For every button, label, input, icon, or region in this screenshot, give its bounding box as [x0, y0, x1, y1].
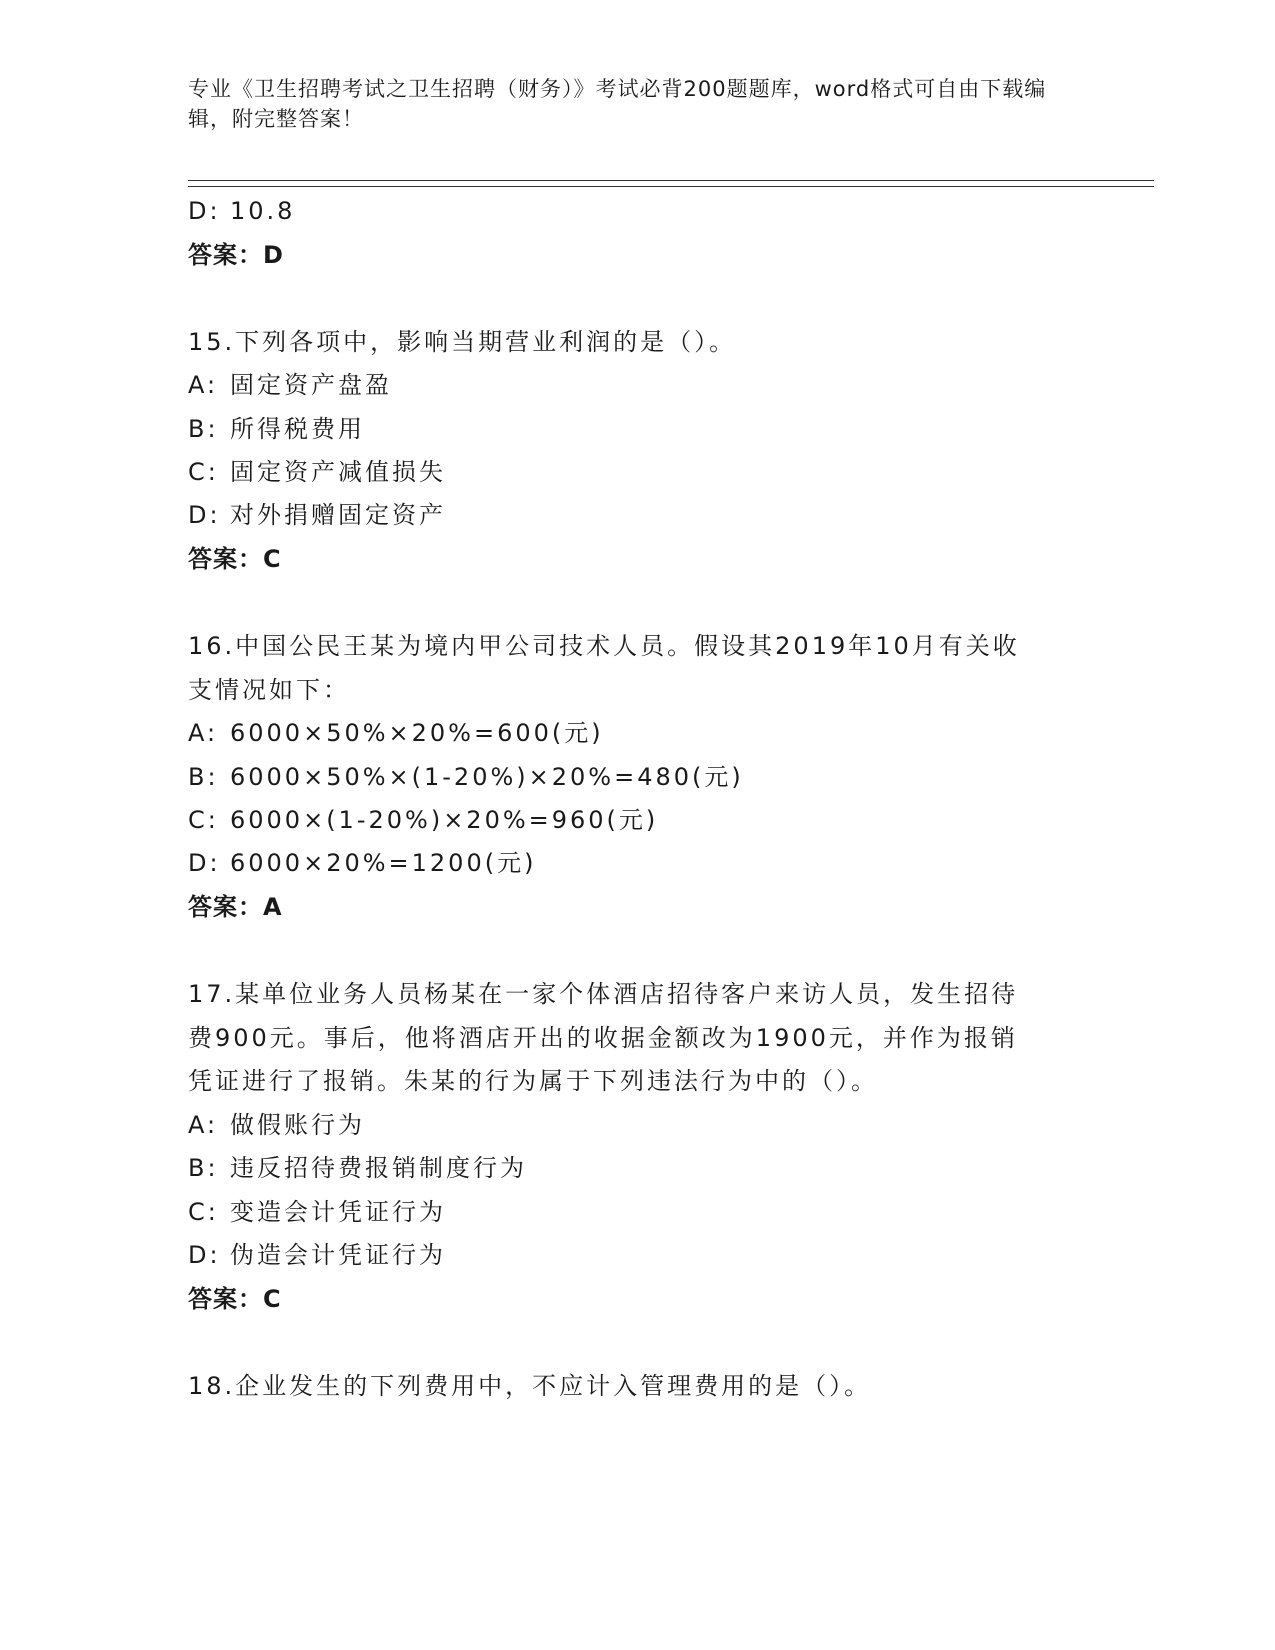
option-label: C: — [188, 1198, 219, 1226]
document-header: 专业《卫生招聘考试之卫生招聘（财务）》考试必背200题题库，word格式可自由下载编辑，附完整答案！ — [188, 77, 1047, 131]
q14-answer: 答案：D — [188, 241, 284, 269]
option-label: D: — [188, 849, 221, 877]
option-text: 变造会计凭证行为 — [230, 1198, 446, 1226]
option-text: 6000×(1-20%)×20%=960(元) — [230, 806, 659, 834]
q17-answer: 答案：C — [188, 1285, 282, 1313]
q14-option-d — [188, 194, 295, 228]
q18-stem: 18.企业发生的下列费用中，不应计入管理费用的是（）。 — [188, 1372, 872, 1400]
q17-option-c — [188, 1195, 446, 1229]
q16-stem-line-1: 16.中国公民王某为境内甲公司技术人员。假设其2019年10月有关收 — [188, 632, 1020, 660]
option-label: D: — [188, 501, 221, 529]
q16-answer: 答案：A — [188, 893, 283, 921]
option-text: 10.8 — [230, 197, 296, 225]
option-label: A: — [188, 1111, 219, 1139]
q17-stem-line-1: 17.某单位业务人员杨某在一家个体酒店招待客户来访人员，发生招待 — [188, 980, 1019, 1008]
option-label: B: — [188, 1154, 219, 1182]
q16-option-b — [188, 760, 744, 794]
option-label: A: — [188, 719, 219, 747]
q17-option-b — [188, 1151, 527, 1185]
q16-option-a — [188, 716, 604, 750]
q15-answer: 答案：C — [188, 545, 282, 573]
option-label: D: — [188, 197, 221, 225]
q17-stem-line-3: 凭证进行了报销。朱某的行为属于下列违法行为中的（）。 — [188, 1067, 878, 1095]
option-text: 6000×50%×20%=600(元) — [230, 719, 604, 747]
q16-option-d — [188, 846, 536, 880]
option-label: C: — [188, 458, 219, 486]
option-text: 固定资产减值损失 — [230, 458, 446, 486]
q15-option-b — [188, 412, 365, 446]
option-text: 固定资产盘盈 — [230, 371, 392, 399]
option-label: B: — [188, 763, 219, 791]
q17-option-a — [188, 1108, 365, 1142]
q17-option-d — [188, 1238, 446, 1272]
option-text: 伪造会计凭证行为 — [230, 1241, 446, 1269]
option-label: B: — [188, 415, 219, 443]
q16-option-c — [188, 803, 658, 837]
header-divider-bottom — [188, 186, 1154, 187]
option-text: 做假账行为 — [230, 1111, 365, 1139]
q16-stem-line-2: 支情况如下： — [188, 676, 350, 704]
option-text: 6000×50%×(1-20%)×20%=480(元) — [230, 763, 744, 791]
header-divider-top — [188, 180, 1154, 181]
option-label: D: — [188, 1241, 221, 1269]
q15-option-a — [188, 368, 392, 402]
q15-option-d — [188, 498, 446, 532]
option-text: 违反招待费报销制度行为 — [230, 1154, 527, 1182]
q15-stem: 15.下列各项中，影响当期营业利润的是（）。 — [188, 328, 737, 356]
option-text: 6000×20%=1200(元) — [230, 849, 537, 877]
option-text: 所得税费用 — [230, 415, 365, 443]
option-label: A: — [188, 371, 219, 399]
q17-stem-line-2: 费900元。事后，他将酒店开出的收据金额改为1900元，并作为报销 — [188, 1024, 1018, 1052]
q15-option-c — [188, 455, 446, 489]
option-text: 对外捐赠固定资产 — [230, 501, 446, 529]
option-label: C: — [188, 806, 219, 834]
